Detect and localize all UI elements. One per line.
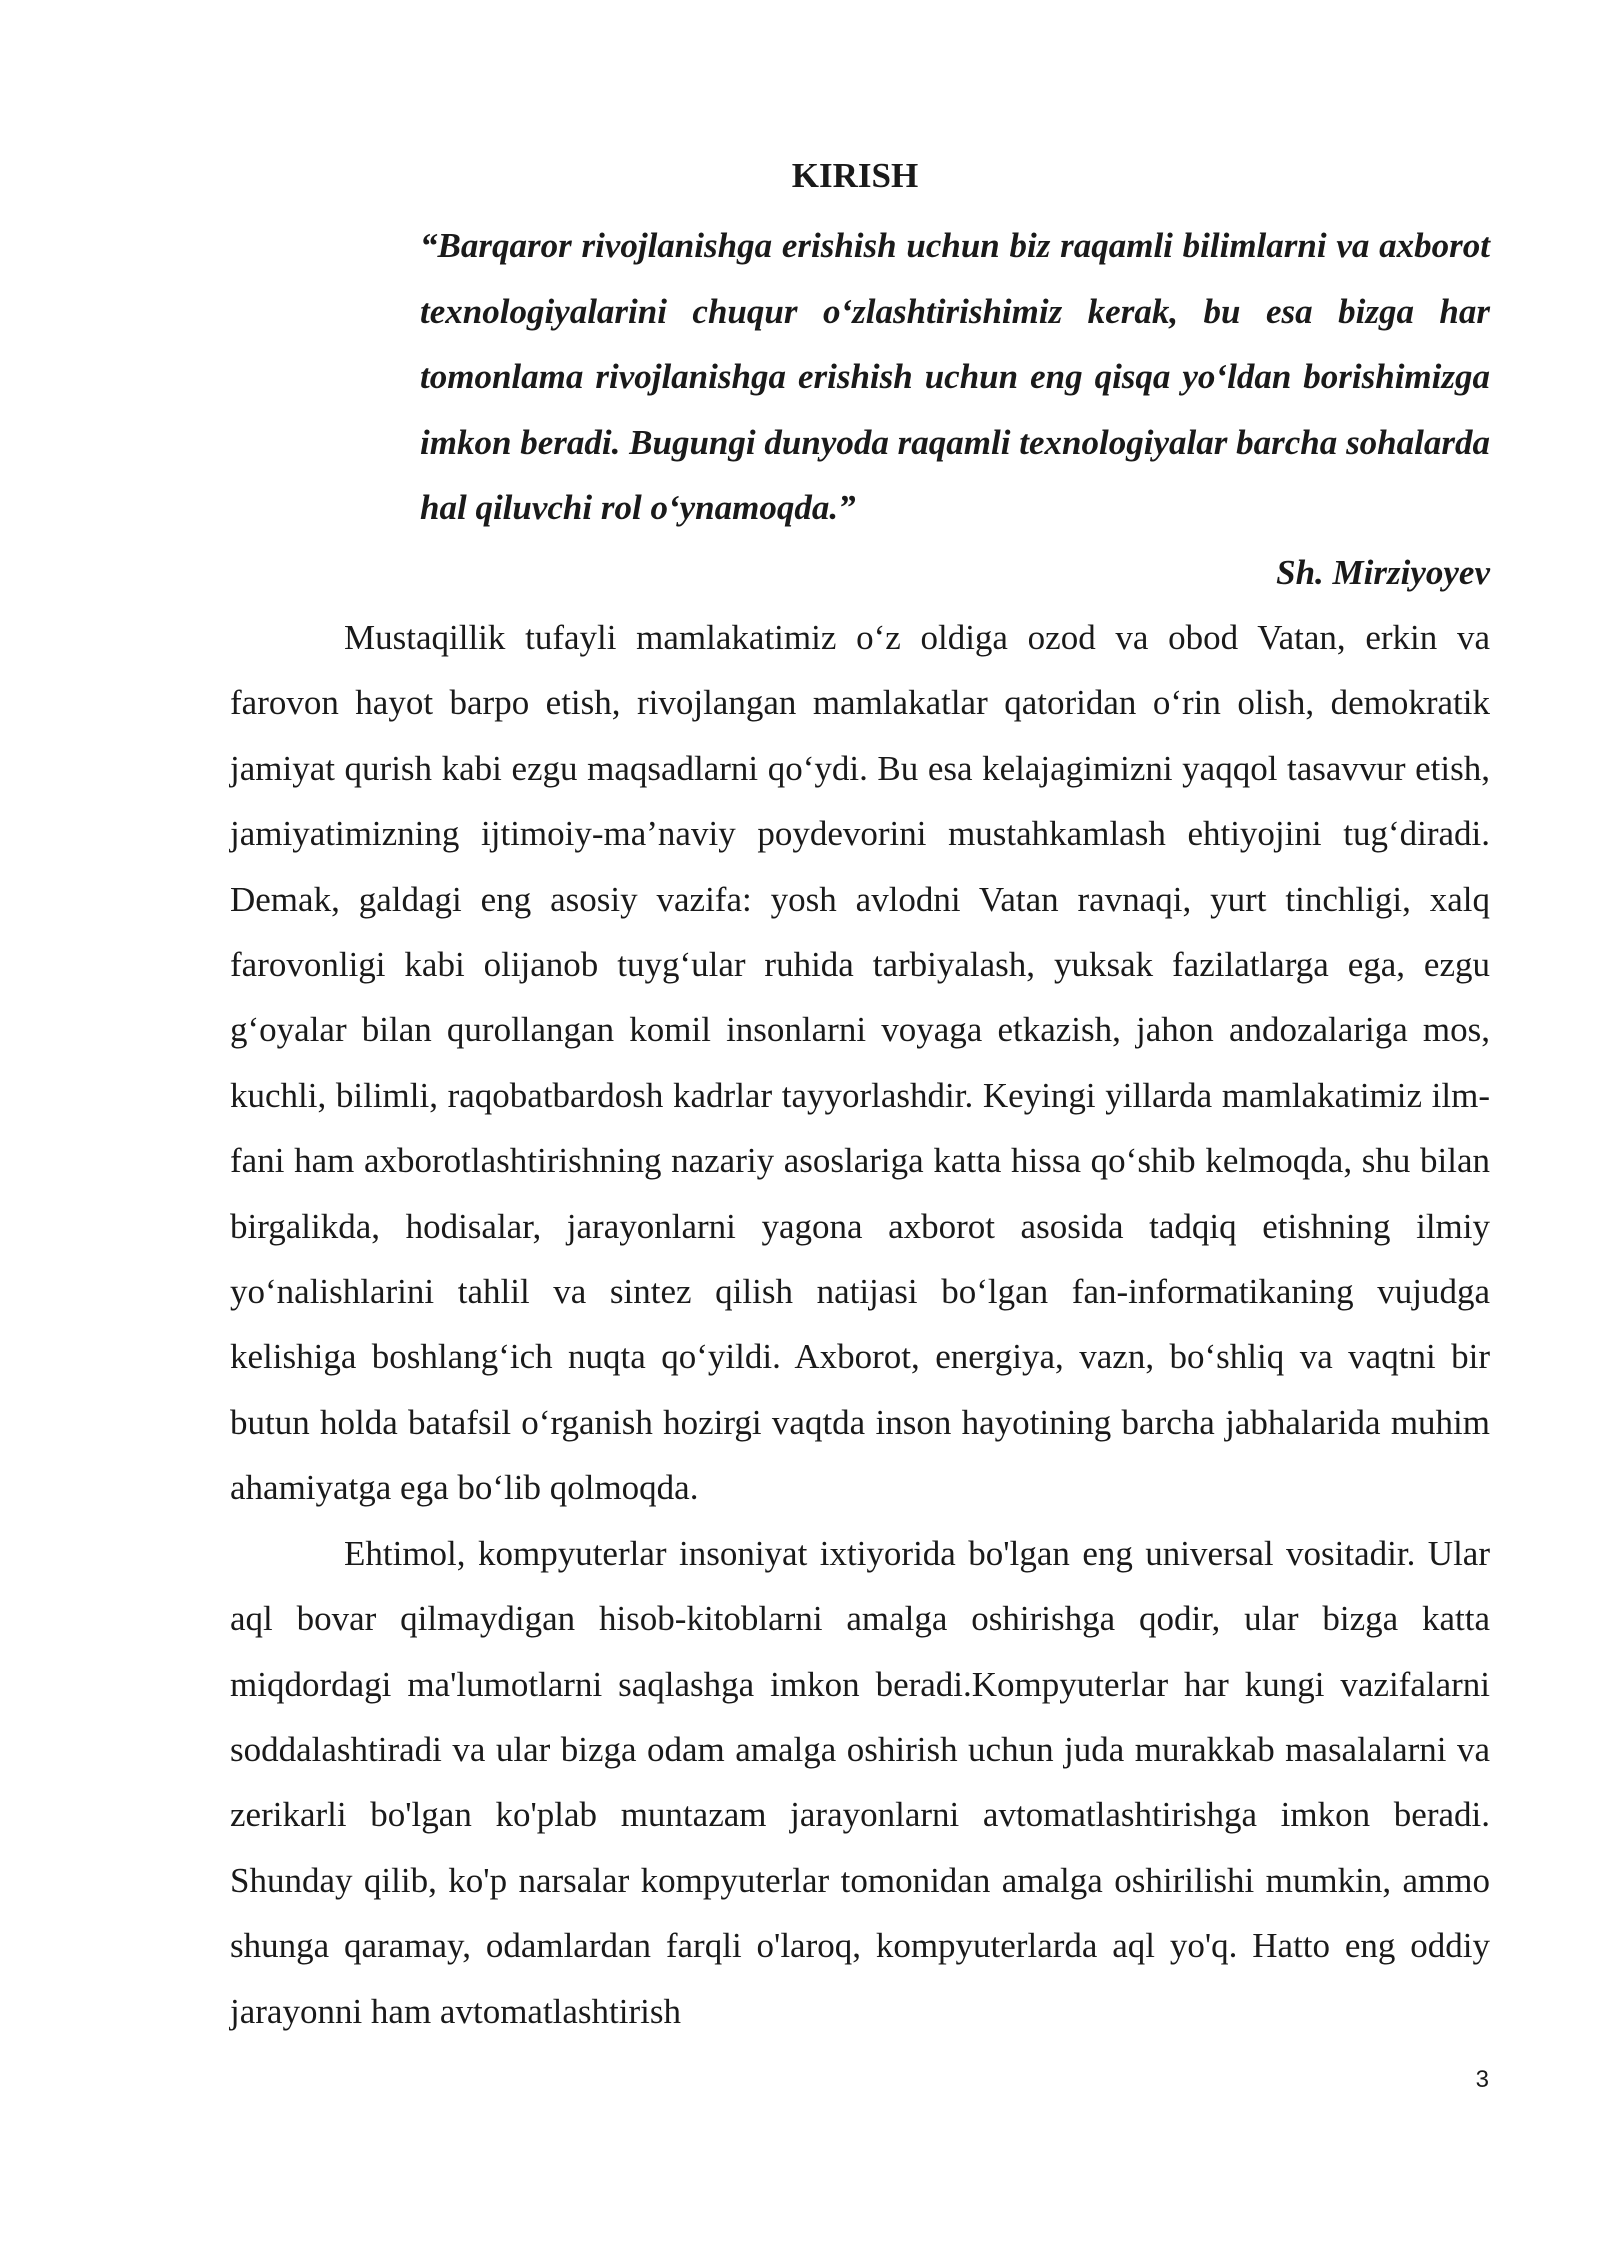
paragraph-2: Ehtimol, kompyuterlar insoniyat ixtiyorida bo'lgan eng universal vositadir. Ular aql bovar qilmaydigan hisob-kitoblarni amalga oshirishga qodir, ular bizga katta miqdordagi ma'lumotlarni saqlashga imkon beradi.Kompyuterlar har kungi vazifalarni soddalashtiradi va ular bizga odam amalga oshirish uchun juda murakkab masalalarni va zerikarli bo'lgan ko'plab muntazam jarayonlarni avtomatlashtirishga imkon beradi. Shunday qilib, ko'p narsalar kompyuterlar tomonidan amalga oshirilishi mumkin, ammo shunga qaramay, odamlardan farqli o'laroq, kompyuterlarda aql yo'q. Hatto eng oddiy jarayonni ham avtomatlashtirish — [230, 1533, 1490, 2031]
paragraph-1: Mustaqillik tufayli mamlakatimiz o‘z oldiga ozod va obod Vatan, erkin va farovon hayot barpo etish, rivojlangan mamlakatlar qatoridan o‘rin olish, demokratik jamiyat qurish kabi ezgu maqsadlarni qo‘ydi. Bu esa kelajagimizni yaqqol tasavvur etish, jamiyatimizning ijtimoiy-ma’naviy poydevorini mustahkamlash ehtiyojini tug‘diradi. Demak, galdagi eng asosiy vazifa: yosh avlodni Vatan ravnaqi, yurt tinchligi, xalq farovonligi kabi olijanob tuyg‘ular ruhida tarbiyalash, yuksak fazilatlarga ega, ezgu g‘oyalar bilan qurollangan komil insonlarni voyaga etkazish, jahon andozalariga mos, kuchli, bilimli, raqobatbardosh kadrlar tayyorlashdir. Keyingi yillarda mamlakatimiz ilm-fani ham axborotlashtirishning nazariy asoslariga katta hissa qo‘shib kelmoqda, shu bilan birgalikda, hodisalar, jarayonlarni yagona axborot asosida tadqiq etishning ilmiy yo‘nalishlarini tahlil va sintez qilish natijasi bo‘lgan fan-informatikaning vujudga kelishiga boshlang‘ich nuqta qo‘yildi. Axborot, energiya, vazn, bo‘shliq va vaqtni bir butun holda batafsil o‘rganish hozirgi vaqtda inson hayotining barcha jabhalarida muhim ahamiyatga ega bo‘lib qolmoqda. — [230, 618, 1490, 1508]
section-title: KIRISH — [791, 156, 919, 195]
body-text — [230, 605, 1490, 2044]
page-number: 3 — [1475, 2066, 1489, 2093]
epigraph-author: Sh. Mirziyoyev — [1276, 553, 1490, 592]
epigraph-quote: “Barqaror rivojlanishga erishish uchun biz raqamli bilimlarni va axborot texnologiyalarini chuqur o‘zlashtirishimiz kerak, bu esa bizga har tomonlama rivojlanishga erishish uchun eng qisqa yo‘ldan borishimizga imkon beradi. Bugungi dunyoda raqamli texnologiyalar barcha sohalarda hal qiluvchi rol o‘ynamoqda.” — [420, 226, 1490, 527]
